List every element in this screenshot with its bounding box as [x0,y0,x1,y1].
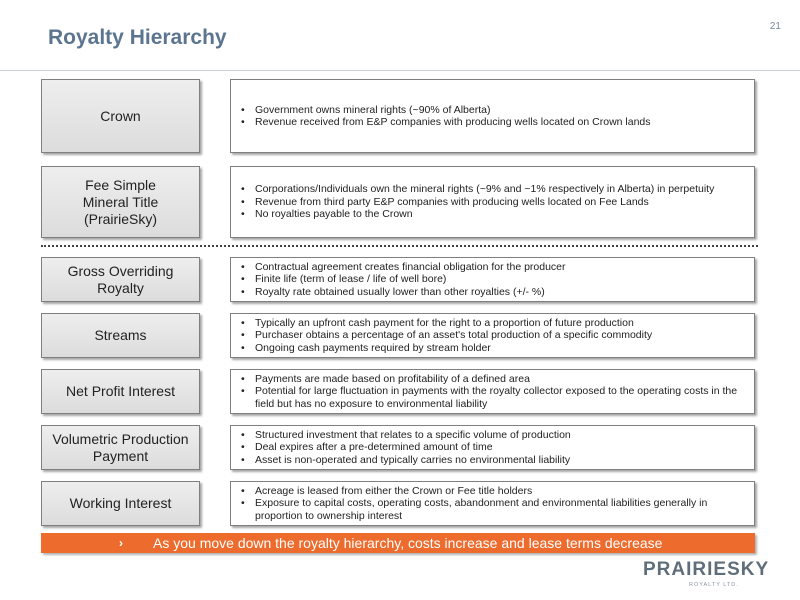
bullet-item: • Corporations/Individuals own the mineral rights (~9% and ~1% respectively in Alberta) in perpetuity [241,183,746,196]
bullet-list [241,183,746,221]
bullet-list [241,317,746,355]
hierarchy-row-streams [41,313,755,358]
chevron-right-icon: › [119,536,123,550]
row-label: Working Interest [41,481,200,526]
row-label: Gross Overriding Royalty [41,257,200,302]
bullet-item: • No royalties payable to the Crown [241,208,746,221]
row-description [230,313,755,358]
page-number: 21 [769,21,781,32]
bullet-item: • Royalty rate obtained usually lower than other royalties (+/- %) [241,286,746,299]
slide-title: Royalty Hierarchy [48,26,227,49]
bullet-item: • Deal expires after a pre-determined amount of time [241,441,746,454]
bullet-item: • Payments are made based on profitability of a defined area [241,373,746,386]
hierarchy-row-crown [41,79,755,153]
bullet-item: • Asset is non-operated and typically carries no environmental liability [241,454,746,467]
bullet-item: • Typically an upfront cash payment for the right to a proportion of future production [241,317,746,330]
row-description [230,369,755,414]
row-label: Net Profit Interest [41,369,200,414]
bullet-item: • Revenue received from E&P companies with producing wells located on Crown lands [241,116,746,129]
bullet-list [241,104,746,129]
summary-banner [41,533,755,553]
bullet-item: • Potential for large fluctuation in payments with the royalty collector exposed to the operating costs in the field but has no exposure to environmental liability [241,385,746,410]
bullet-item: • Acreage is leased from either the Crown or Fee title holders [241,485,746,498]
bullet-list [241,261,746,299]
bullet-item: • Purchaser obtains a percentage of an asset's total production of a specific commodity [241,329,746,342]
hierarchy-row-net-profit-interest [41,369,755,414]
title-divider [0,70,800,71]
bullet-list [241,429,746,467]
row-description [230,166,755,238]
row-label: Streams [41,313,200,358]
row-label: Fee Simple Mineral Title (PrairieSky) [41,166,200,238]
row-label: Crown [41,79,200,153]
hierarchy-divider [41,245,758,247]
logo-wordmark: PRAIRIESKY [643,559,770,580]
bullet-item: • Finite life (term of lease / life of well bore) [241,273,746,286]
hierarchy-row-working-interest [41,481,755,526]
bullet-list [241,485,746,523]
hierarchy-row-fee-simple [41,166,755,238]
row-description [230,425,755,470]
banner-text: As you move down the royalty hierarchy, costs increase and lease terms decrease [153,535,663,551]
row-description [230,481,755,526]
bullet-item: • Government owns mineral rights (~90% of Alberta) [241,104,746,117]
bullet-item: • Ongoing cash payments required by stream holder [241,342,746,355]
hierarchy-row-gross-overriding-royalty [41,257,755,302]
bullet-item: • Revenue from third party E&P companies with producing wells located on Fee Lands [241,196,746,209]
bullet-item: • Exposure to capital costs, operating costs, abandonment and environmental liabilities generally in proportion to ownership interest [241,497,746,522]
row-label: Volumetric Production Payment [41,425,200,470]
row-description [230,79,755,153]
bullet-list [241,373,746,411]
prairiesky-logo [643,557,770,591]
logo-subtitle: ROYALTY LTD. [689,582,739,588]
row-description [230,257,755,302]
hierarchy-row-volumetric-production-payment [41,425,755,470]
bullet-item: • Contractual agreement creates financial obligation for the producer [241,261,746,274]
bullet-item: • Structured investment that relates to a specific volume of production [241,429,746,442]
